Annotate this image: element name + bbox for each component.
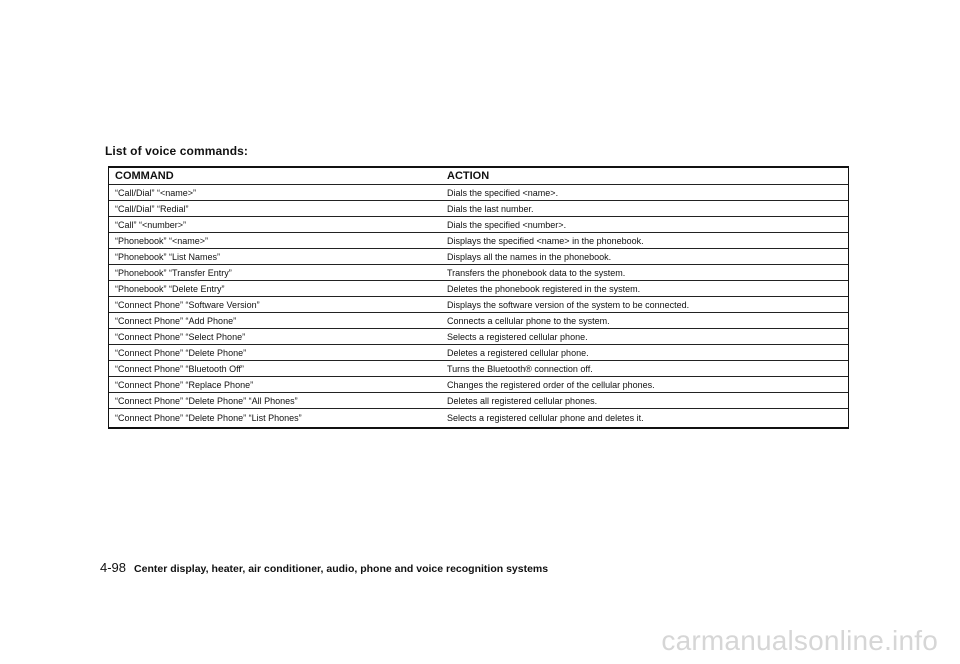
action-cell: Dials the specified <number>. [447, 219, 567, 230]
command-cell: “Connect Phone” “Software Version” [115, 299, 260, 310]
command-cell: “Connect Phone” “Add Phone” [115, 315, 237, 326]
table-row [109, 345, 848, 361]
command-cell: “Connect Phone” “Select Phone” [115, 331, 246, 342]
action-cell: Deletes a registered cellular phone. [447, 347, 589, 358]
page-footer [100, 560, 548, 575]
table-row [109, 185, 848, 201]
command-cell: “Connect Phone” “Delete Phone” [115, 347, 247, 358]
command-cell: “Connect Phone” “Replace Phone” [115, 379, 254, 390]
footer-section-title: Center display, heater, air conditioner, audio, phone and voice recognition systems [134, 563, 549, 575]
action-cell: Displays all the names in the phonebook. [447, 251, 612, 262]
action-cell: Changes the registered order of the cellular phones. [447, 379, 655, 390]
table-row [109, 329, 848, 345]
action-cell: Dials the specified <name>. [447, 187, 559, 198]
action-cell: Turns the Bluetooth® connection off. [447, 363, 593, 374]
command-cell: “Connect Phone” “Delete Phone” “List Phones” [115, 413, 302, 423]
column-header-action: ACTION [447, 170, 490, 182]
voice-commands-table [108, 166, 849, 429]
action-cell: Displays the software version of the system to be connected. [447, 299, 690, 310]
table-row [109, 377, 848, 393]
table-row [109, 249, 848, 265]
command-cell: “Phonebook” “Transfer Entry” [115, 267, 232, 278]
watermark-text: carmanualsonline.info [661, 625, 938, 656]
command-cell: “Connect Phone” “Bluetooth Off” [115, 363, 244, 374]
page-number: 4-98 [100, 560, 127, 575]
table-row [109, 361, 848, 377]
command-cell: “Call” “<number>” [115, 219, 187, 230]
section-heading: List of voice commands: [105, 144, 248, 158]
command-cell: “Call/Dial” “<name>” [115, 187, 197, 198]
table-header [109, 168, 848, 185]
command-cell: “Call/Dial” “Redial” [115, 203, 189, 214]
table-row [109, 281, 848, 297]
table-row [109, 265, 848, 281]
table-row [109, 393, 848, 409]
table-row [109, 409, 848, 427]
table-row [109, 233, 848, 249]
action-cell: Transfers the phonebook data to the system. [447, 267, 626, 278]
action-cell: Deletes all registered cellular phones. [447, 395, 598, 406]
command-cell: “Connect Phone” “Delete Phone” “All Phones” [115, 395, 298, 406]
action-cell: Selects a registered cellular phone and deletes it. [447, 413, 644, 423]
column-header-command: COMMAND [115, 170, 174, 182]
table-row [109, 297, 848, 313]
action-cell: Deletes the phonebook registered in the system. [447, 283, 641, 294]
command-cell: “Phonebook” “Delete Entry” [115, 283, 225, 294]
table-row [109, 313, 848, 329]
action-cell: Selects a registered cellular phone. [447, 331, 588, 342]
table-row [109, 217, 848, 233]
action-cell: Connects a cellular phone to the system. [447, 315, 610, 326]
command-cell: “Phonebook” “List Names” [115, 251, 221, 262]
action-cell: Displays the specified <name> in the phonebook. [447, 235, 644, 246]
command-cell: “Phonebook” “<name>” [115, 235, 209, 246]
table-row [109, 201, 848, 217]
action-cell: Dials the last number. [447, 203, 534, 214]
